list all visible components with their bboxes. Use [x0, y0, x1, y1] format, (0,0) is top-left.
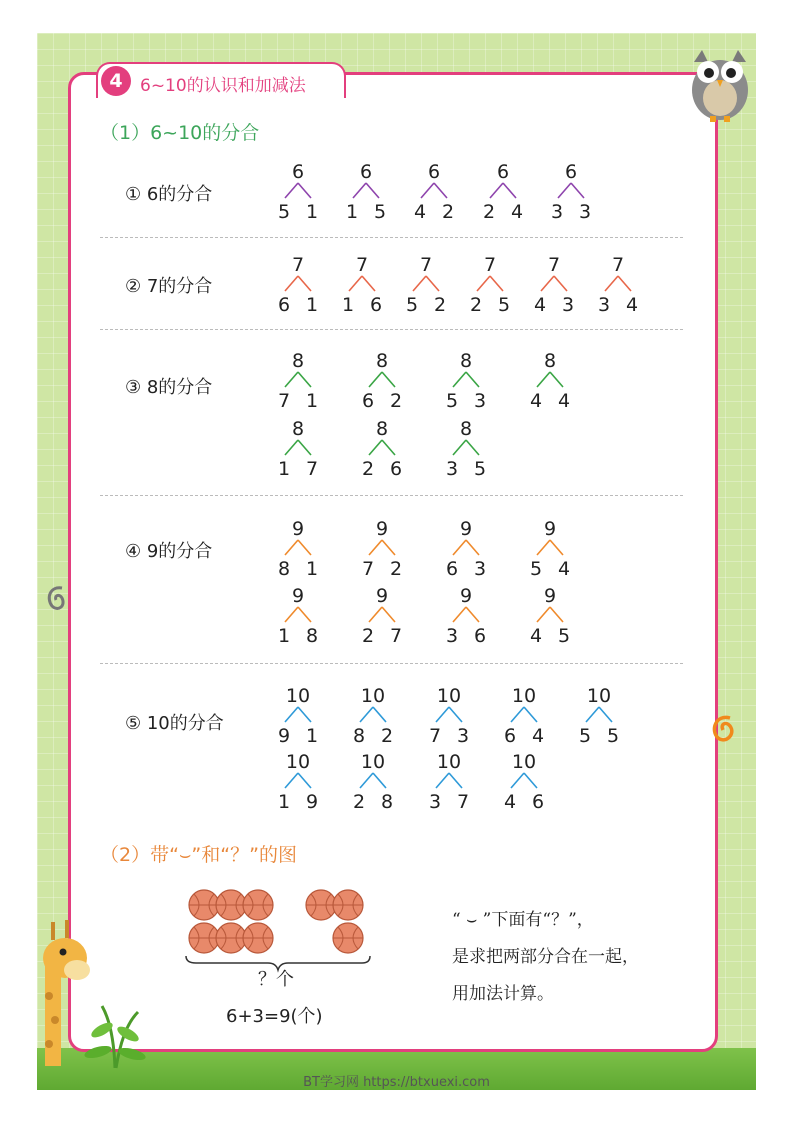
bond-top-number: 6	[564, 161, 578, 183]
bond-line	[571, 183, 584, 198]
bond-right-number: 2	[380, 725, 394, 747]
basketball-icon	[216, 890, 246, 920]
bond-right-number: 7	[305, 458, 319, 480]
lesson-title: 6~10的认识和加减法	[140, 76, 306, 96]
bond-line	[466, 607, 479, 622]
section-2-heading: （2）带“⌣”和“？”的图	[100, 844, 297, 866]
bond-left-number: 2	[469, 294, 483, 316]
bond-line	[511, 773, 524, 788]
row-label-10: ⑤ 10的分合	[125, 713, 224, 734]
bond-line	[413, 276, 426, 291]
bond-top-number: 10	[285, 751, 311, 773]
bond-line	[490, 276, 503, 291]
bond-line	[366, 183, 379, 198]
bond-right-number: 9	[305, 791, 319, 813]
bond-left-number: 2	[361, 458, 375, 480]
basketball-icon	[333, 923, 363, 953]
bond-left-number: 1	[345, 201, 359, 223]
bond-right-number: 1	[305, 201, 319, 223]
bond-line	[369, 440, 382, 455]
bond-line	[382, 607, 395, 622]
bond-line	[369, 372, 382, 387]
bond-left-number: 4	[503, 791, 517, 813]
bond-right-number: 1	[305, 390, 319, 412]
bond-top-number: 10	[511, 685, 537, 707]
bond-line	[503, 183, 516, 198]
bond-top-number: 7	[611, 254, 625, 276]
bond-top-number: 9	[543, 518, 557, 540]
bond-left-number: 6	[445, 558, 459, 580]
row-label-8: ③ 8的分合	[125, 377, 213, 398]
bond-top-number: 8	[543, 350, 557, 372]
bond-top-number: 8	[459, 418, 473, 440]
bond-line	[353, 183, 366, 198]
bond-right-number: 4	[510, 201, 524, 223]
bond-left-number: 2	[361, 625, 375, 647]
basketball-icon	[243, 923, 273, 953]
bond-top-number: 10	[285, 685, 311, 707]
bond-right-number: 3	[578, 201, 592, 223]
bond-left-number: 3	[550, 201, 564, 223]
bond-left-number: 4	[529, 625, 543, 647]
bond-top-number: 10	[586, 685, 612, 707]
bond-line	[558, 183, 571, 198]
bond-right-number: 5	[473, 458, 487, 480]
bond-right-number: 3	[473, 558, 487, 580]
bond-top-number: 10	[511, 751, 537, 773]
bond-right-number: 1	[305, 558, 319, 580]
bond-top-number: 9	[459, 585, 473, 607]
bond-line	[605, 276, 618, 291]
bond-line	[490, 183, 503, 198]
bond-top-number: 8	[375, 418, 389, 440]
bond-top-number: 6	[496, 161, 510, 183]
bond-right-number: 4	[557, 390, 571, 412]
bond-left-number: 7	[361, 558, 375, 580]
bond-line	[453, 540, 466, 555]
bond-right-number: 7	[389, 625, 403, 647]
row-label-7: ② 7的分合	[125, 276, 213, 297]
lesson-number: 4	[101, 66, 131, 96]
bond-line	[434, 183, 447, 198]
bond-right-number: 2	[389, 390, 403, 412]
bond-left-number: 6	[361, 390, 375, 412]
basketball-icon	[243, 890, 273, 920]
bond-right-number: 5	[373, 201, 387, 223]
bond-top-number: 8	[291, 350, 305, 372]
note-line-2: 是求把两部分合在一起，	[452, 947, 639, 967]
bond-left-number: 1	[277, 625, 291, 647]
bond-left-number: 5	[578, 725, 592, 747]
bond-right-number: 3	[561, 294, 575, 316]
bond-line	[436, 707, 449, 722]
bond-left-number: 5	[529, 558, 543, 580]
bond-line	[373, 773, 386, 788]
basketball-icon	[333, 890, 363, 920]
bond-right-number: 2	[441, 201, 455, 223]
bond-line	[477, 276, 490, 291]
note-line-3: 用加法计算。	[452, 984, 554, 1004]
bond-top-number: 9	[291, 585, 305, 607]
bond-line	[550, 607, 563, 622]
bond-right-number: 6	[473, 625, 487, 647]
bond-left-number: 6	[277, 294, 291, 316]
bond-left-number: 7	[428, 725, 442, 747]
bond-top-number: 9	[375, 518, 389, 540]
bond-line	[298, 607, 311, 622]
bond-line	[285, 440, 298, 455]
bond-line	[537, 372, 550, 387]
bond-right-number: 6	[389, 458, 403, 480]
bond-left-number: 5	[445, 390, 459, 412]
bond-left-number: 5	[277, 201, 291, 223]
bond-right-number: 4	[625, 294, 639, 316]
bond-line	[586, 707, 599, 722]
bond-left-number: 4	[533, 294, 547, 316]
row-label-9: ④ 9的分合	[125, 541, 213, 562]
note-line-1: “ ⌣ ”下面有“？”，	[452, 910, 594, 930]
bond-line	[298, 276, 311, 291]
bond-line	[298, 707, 311, 722]
bond-right-number: 1	[305, 725, 319, 747]
bond-right-number: 3	[473, 390, 487, 412]
bond-right-number: 4	[557, 558, 571, 580]
bond-line	[382, 540, 395, 555]
bond-right-number: 3	[456, 725, 470, 747]
bond-top-number: 8	[375, 350, 389, 372]
bond-line	[349, 276, 362, 291]
bond-line	[524, 773, 537, 788]
bond-line	[285, 276, 298, 291]
bond-left-number: 3	[428, 791, 442, 813]
bond-line	[537, 607, 550, 622]
bond-left-number: 7	[277, 390, 291, 412]
bond-line	[449, 773, 462, 788]
bond-line	[436, 773, 449, 788]
bond-line	[298, 372, 311, 387]
bond-top-number: 7	[547, 254, 561, 276]
bond-line	[554, 276, 567, 291]
bond-line	[298, 183, 311, 198]
bond-left-number: 9	[277, 725, 291, 747]
bond-line	[298, 440, 311, 455]
bond-line	[298, 540, 311, 555]
bond-top-number: 6	[427, 161, 441, 183]
basketball-icon	[189, 923, 219, 953]
bond-line	[382, 372, 395, 387]
bond-top-number: 7	[355, 254, 369, 276]
bond-line	[382, 440, 395, 455]
bond-line	[618, 276, 631, 291]
bond-top-number: 10	[360, 751, 386, 773]
bond-left-number: 3	[445, 625, 459, 647]
bond-left-number: 1	[341, 294, 355, 316]
bond-line	[453, 372, 466, 387]
bond-top-number: 10	[436, 751, 462, 773]
basketball-icon	[189, 890, 219, 920]
bond-right-number: 2	[389, 558, 403, 580]
bond-line	[466, 540, 479, 555]
bond-top-number: 7	[483, 254, 497, 276]
bond-top-number: 9	[459, 518, 473, 540]
bond-right-number: 2	[433, 294, 447, 316]
bond-right-number: 7	[456, 791, 470, 813]
bond-right-number: 4	[531, 725, 545, 747]
bond-line	[449, 707, 462, 722]
bond-left-number: 3	[597, 294, 611, 316]
bond-left-number: 8	[352, 725, 366, 747]
bond-left-number: 4	[529, 390, 543, 412]
bond-line	[537, 540, 550, 555]
bond-line	[426, 276, 439, 291]
footer-watermark: BT学习网 https://btxuexi.com	[303, 1075, 490, 1090]
bond-line	[285, 540, 298, 555]
basketball-icon	[216, 923, 246, 953]
bond-line	[524, 707, 537, 722]
bond-left-number: 1	[277, 458, 291, 480]
bond-line	[285, 707, 298, 722]
equation: 6+3=9(个)	[226, 1006, 323, 1027]
bond-line	[453, 607, 466, 622]
bond-right-number: 1	[305, 294, 319, 316]
bond-line	[285, 372, 298, 387]
bond-line	[285, 607, 298, 622]
bond-line	[599, 707, 612, 722]
bond-left-number: 2	[352, 791, 366, 813]
bond-left-number: 8	[277, 558, 291, 580]
bond-line	[285, 183, 298, 198]
brace-label: ？个	[258, 969, 294, 990]
bond-right-number: 8	[305, 625, 319, 647]
bond-line	[362, 276, 375, 291]
bond-line	[369, 607, 382, 622]
bond-left-number: 1	[277, 791, 291, 813]
bond-line	[373, 707, 386, 722]
bond-right-number: 8	[380, 791, 394, 813]
bond-top-number: 6	[291, 161, 305, 183]
bond-top-number: 9	[291, 518, 305, 540]
bond-line	[511, 707, 524, 722]
bond-top-number: 8	[459, 350, 473, 372]
bond-line	[541, 276, 554, 291]
bond-line	[550, 540, 563, 555]
bond-top-number: 9	[375, 585, 389, 607]
bond-top-number: 7	[291, 254, 305, 276]
bond-left-number: 2	[482, 201, 496, 223]
bond-top-number: 10	[360, 685, 386, 707]
bond-line	[466, 372, 479, 387]
bond-line	[466, 440, 479, 455]
bond-left-number: 4	[413, 201, 427, 223]
bond-line	[550, 372, 563, 387]
section-1-heading: （1）6~10的分合	[100, 122, 260, 144]
basketball-icon	[306, 890, 336, 920]
bond-top-number: 6	[359, 161, 373, 183]
bond-line	[285, 773, 298, 788]
bond-top-number: 8	[291, 418, 305, 440]
bond-right-number: 5	[606, 725, 620, 747]
bond-right-number: 5	[497, 294, 511, 316]
bond-line	[421, 183, 434, 198]
bond-top-number: 7	[419, 254, 433, 276]
bond-line	[360, 773, 373, 788]
bond-left-number: 6	[503, 725, 517, 747]
bond-line	[360, 707, 373, 722]
bond-left-number: 5	[405, 294, 419, 316]
bond-top-number: 10	[436, 685, 462, 707]
bond-top-number: 9	[543, 585, 557, 607]
bond-line	[369, 540, 382, 555]
bond-left-number: 3	[445, 458, 459, 480]
bond-right-number: 5	[557, 625, 571, 647]
bond-line	[298, 773, 311, 788]
row-label-6: ① 6的分合	[125, 184, 213, 205]
bond-line	[453, 440, 466, 455]
bond-right-number: 6	[531, 791, 545, 813]
bond-right-number: 6	[369, 294, 383, 316]
